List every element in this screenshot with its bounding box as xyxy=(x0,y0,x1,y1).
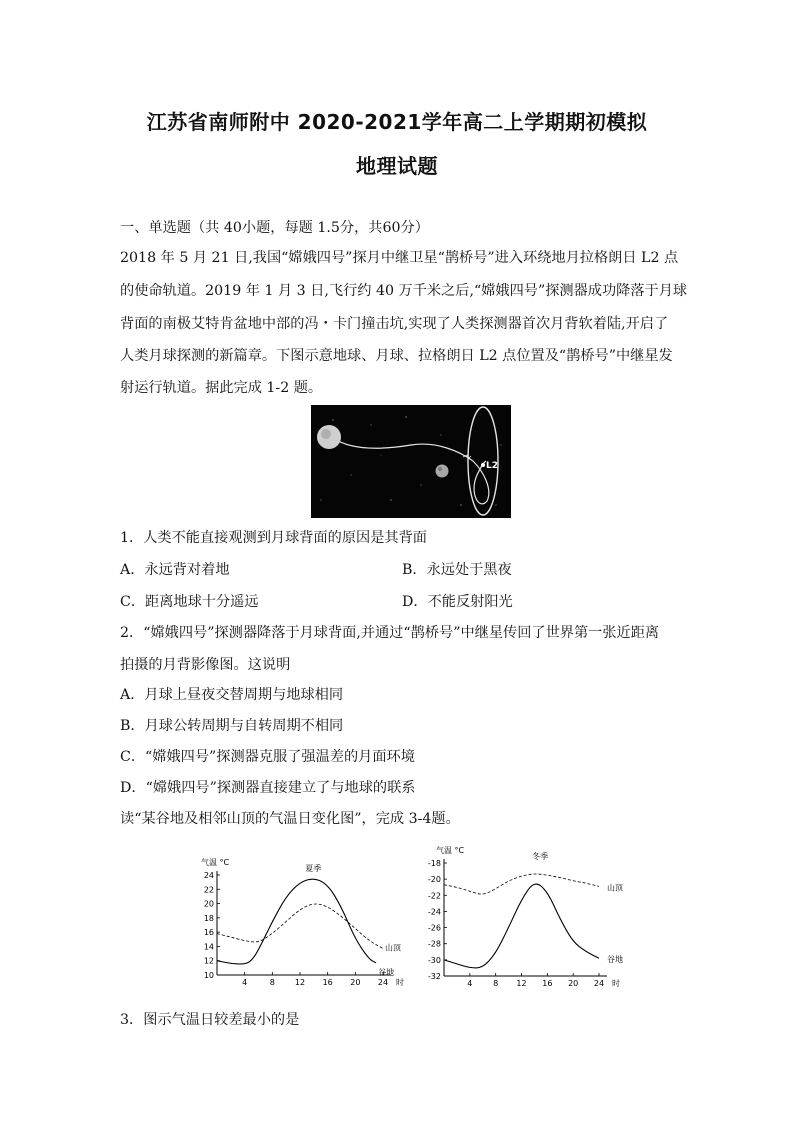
x-axis-label: 时 xyxy=(612,979,620,988)
moon xyxy=(436,465,449,478)
series-line-mountain-top xyxy=(444,874,599,894)
chart-title: 冬季 xyxy=(532,852,549,861)
x-tick-label: 12 xyxy=(294,978,306,987)
x-tick-label: 16 xyxy=(322,978,333,987)
series-line-valley xyxy=(444,884,599,968)
q2-option-c: C．“嫦娥四号”探测器克服了强温差的月面环境 xyxy=(120,749,415,765)
summer-temperature-chart xyxy=(195,845,410,995)
y-tick-label: -28 xyxy=(427,939,441,949)
y-tick-label: -30 xyxy=(427,955,441,965)
section-header: 一、单选题（共 40小题，每题 1.5分，共60分） xyxy=(120,220,429,236)
y-tick-label: 24 xyxy=(203,871,214,880)
x-axis-label: 时 xyxy=(396,978,404,987)
x-tick-label: 12 xyxy=(516,979,527,988)
y-axis-label: 气温 °C xyxy=(201,858,230,867)
series-line-valley xyxy=(217,879,376,964)
y-tick-label: -22 xyxy=(427,891,441,901)
chart-title: 夏季 xyxy=(305,864,322,873)
q2-option-d: D．“嫦娥四号”探测器直接建立了与地球的联系 xyxy=(120,780,416,796)
y-tick-label: -18 xyxy=(427,859,441,868)
y-tick-label: -26 xyxy=(427,923,441,933)
winter-temperature-chart xyxy=(427,845,640,995)
y-tick-label: -32 xyxy=(427,972,441,981)
series-label: 谷地 xyxy=(607,955,623,965)
x-tick-label: 24 xyxy=(377,978,389,987)
series-label: 山顶 xyxy=(385,943,401,953)
y-tick-label: 14 xyxy=(203,942,214,952)
space-background xyxy=(311,405,511,518)
l2-point xyxy=(481,463,485,467)
x-tick-label: 20 xyxy=(568,979,579,988)
y-tick-label: -24 xyxy=(427,907,441,917)
y-tick-label: 10 xyxy=(203,971,214,980)
q1-option-d: D．不能反射阳光 xyxy=(402,594,513,610)
y-tick-label: 20 xyxy=(203,899,214,909)
y-tick-label: 12 xyxy=(203,956,214,966)
x-tick-label: 8 xyxy=(269,978,275,987)
x-tick-label: 4 xyxy=(467,979,473,988)
y-tick-label: 16 xyxy=(203,928,214,938)
q1-option-b: B．永远处于黑夜 xyxy=(402,562,512,578)
x-tick-label: 4 xyxy=(242,978,248,987)
y-tick-label: 18 xyxy=(203,913,214,923)
y-tick-label: -20 xyxy=(427,875,441,885)
passage1-line: 射运行轨道。据此完成 1-2 题。 xyxy=(120,380,323,396)
passage1-line: 背面的南极艾特肯盆地中部的冯・卡门撞击坑,实现了人类探测器首次月背软着陆,开启了 xyxy=(120,316,669,332)
q2-stem: 2．“嫦娥四号”探测器降落于月球背面,并通过“鹊桥号”中继星传回了世界第一张近距离 xyxy=(120,625,660,641)
q2-option-b: B．月球公转周期与自转周期不相同 xyxy=(120,718,344,734)
lagrange-orbit-figure xyxy=(311,405,511,518)
q3-stem: 3．图示气温日较差最小的是 xyxy=(120,1012,300,1028)
passage2: 读“某谷地及相邻山顶的气温日变化图”，完成 3-4题。 xyxy=(120,811,460,827)
x-tick-label: 16 xyxy=(542,979,553,988)
series-label: 山顶 xyxy=(607,883,623,893)
q1-stem: 1．人类不能直接观测到月球背面的原因是其背面 xyxy=(120,530,427,546)
exam-title: 江苏省南师附中 2020-2021学年高二上学期期初模拟 xyxy=(146,110,648,134)
q1-option-c: C．距离地球十分遥远 xyxy=(120,594,259,610)
q2-stem: 拍摄的月背影像图。这说明 xyxy=(120,657,291,673)
q2-option-a: A．月球上昼夜交替周期与地球相同 xyxy=(120,687,344,703)
q1-option-a: A．永远背对着地 xyxy=(120,562,230,578)
y-tick-label: 22 xyxy=(203,885,214,895)
passage1-line: 人类月球探测的新篇章。下图示意地球、月球、拉格朗日 L2 点位置及“鹊桥号”中继星发 xyxy=(120,348,673,364)
x-tick-label: 24 xyxy=(593,979,605,988)
exam-subtitle: 地理试题 xyxy=(356,154,438,178)
x-tick-label: 20 xyxy=(350,978,361,987)
x-tick-label: 8 xyxy=(493,979,499,988)
series-label: 谷地 xyxy=(378,967,395,977)
l2-label: L2 xyxy=(486,461,498,471)
passage1-line: 2018 年 5 月 21 日,我国“嫦娥四号”探月中继卫星“鹊桥号”进入环绕地月拉格朗日 L2 点 xyxy=(120,250,679,266)
passage1-line: 的使命轨道。2019 年 1 月 3 日,飞行约 40 万千米之后,“嫦娥四号”探测器成功降落于月球 xyxy=(120,283,688,299)
y-axis-label: 气温 °C xyxy=(436,846,465,855)
